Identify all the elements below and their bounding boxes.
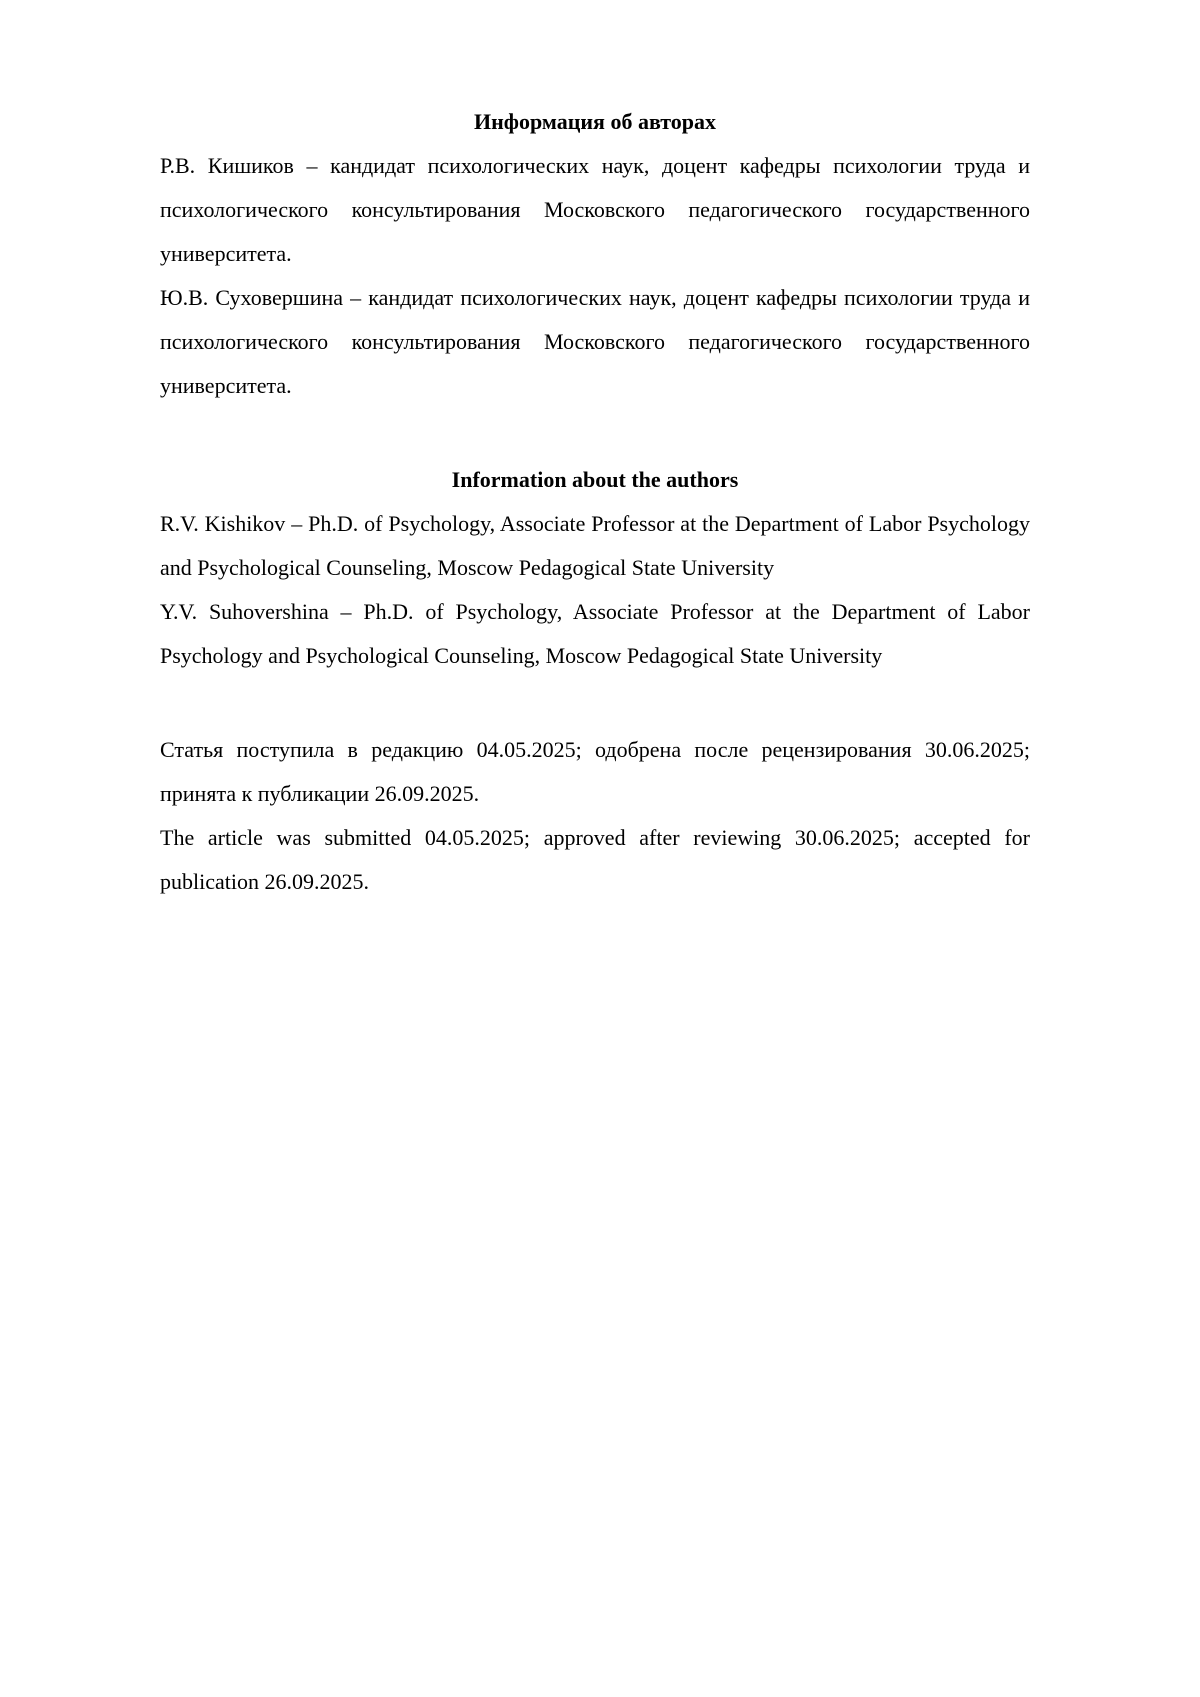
section-heading-authors-ru: Информация об авторах — [473, 109, 717, 134]
paragraph-author-kishikov-ru: Р.В. Кишиков – кандидат психологических наук, доцент кафедры психологии труда и психологического консультирования Московского педагогического государственного университета. — [160, 153, 1030, 266]
submission-dates-ru: Статья поступила в редакцию 04.05.2025; одобрена после рецензирования 30.06.2025; принята к публикации 26.09.2025. — [160, 737, 1030, 806]
paragraph-author-kishikov-en: R.V. Kishikov – Ph.D. of Psychology, Associate Professor at the Department of Labor Psychology and Psychological Counseling, Moscow Pedagogical State University — [160, 511, 1030, 580]
paragraph-author-suhovershina-ru: Ю.В. Суховершина – кандидат психологических наук, доцент кафедры психологии труда и психологического консультирования Московского педагогического государственного университета. — [160, 285, 1030, 398]
submission-info — [160, 728, 1030, 904]
submission-dates-en: The article was submitted 04.05.2025; approved after reviewing 30.06.2025; accepted for publication 26.09.2025. — [160, 825, 1030, 894]
paragraph-author-suhovershina-en: Y.V. Suhovershina – Ph.D. of Psychology, Associate Professor at the Department of Labor Psychology and Psychological Counseling, Moscow Pedagogical State University — [160, 599, 1030, 668]
section-heading-authors-en: Information about the authors — [451, 467, 739, 492]
